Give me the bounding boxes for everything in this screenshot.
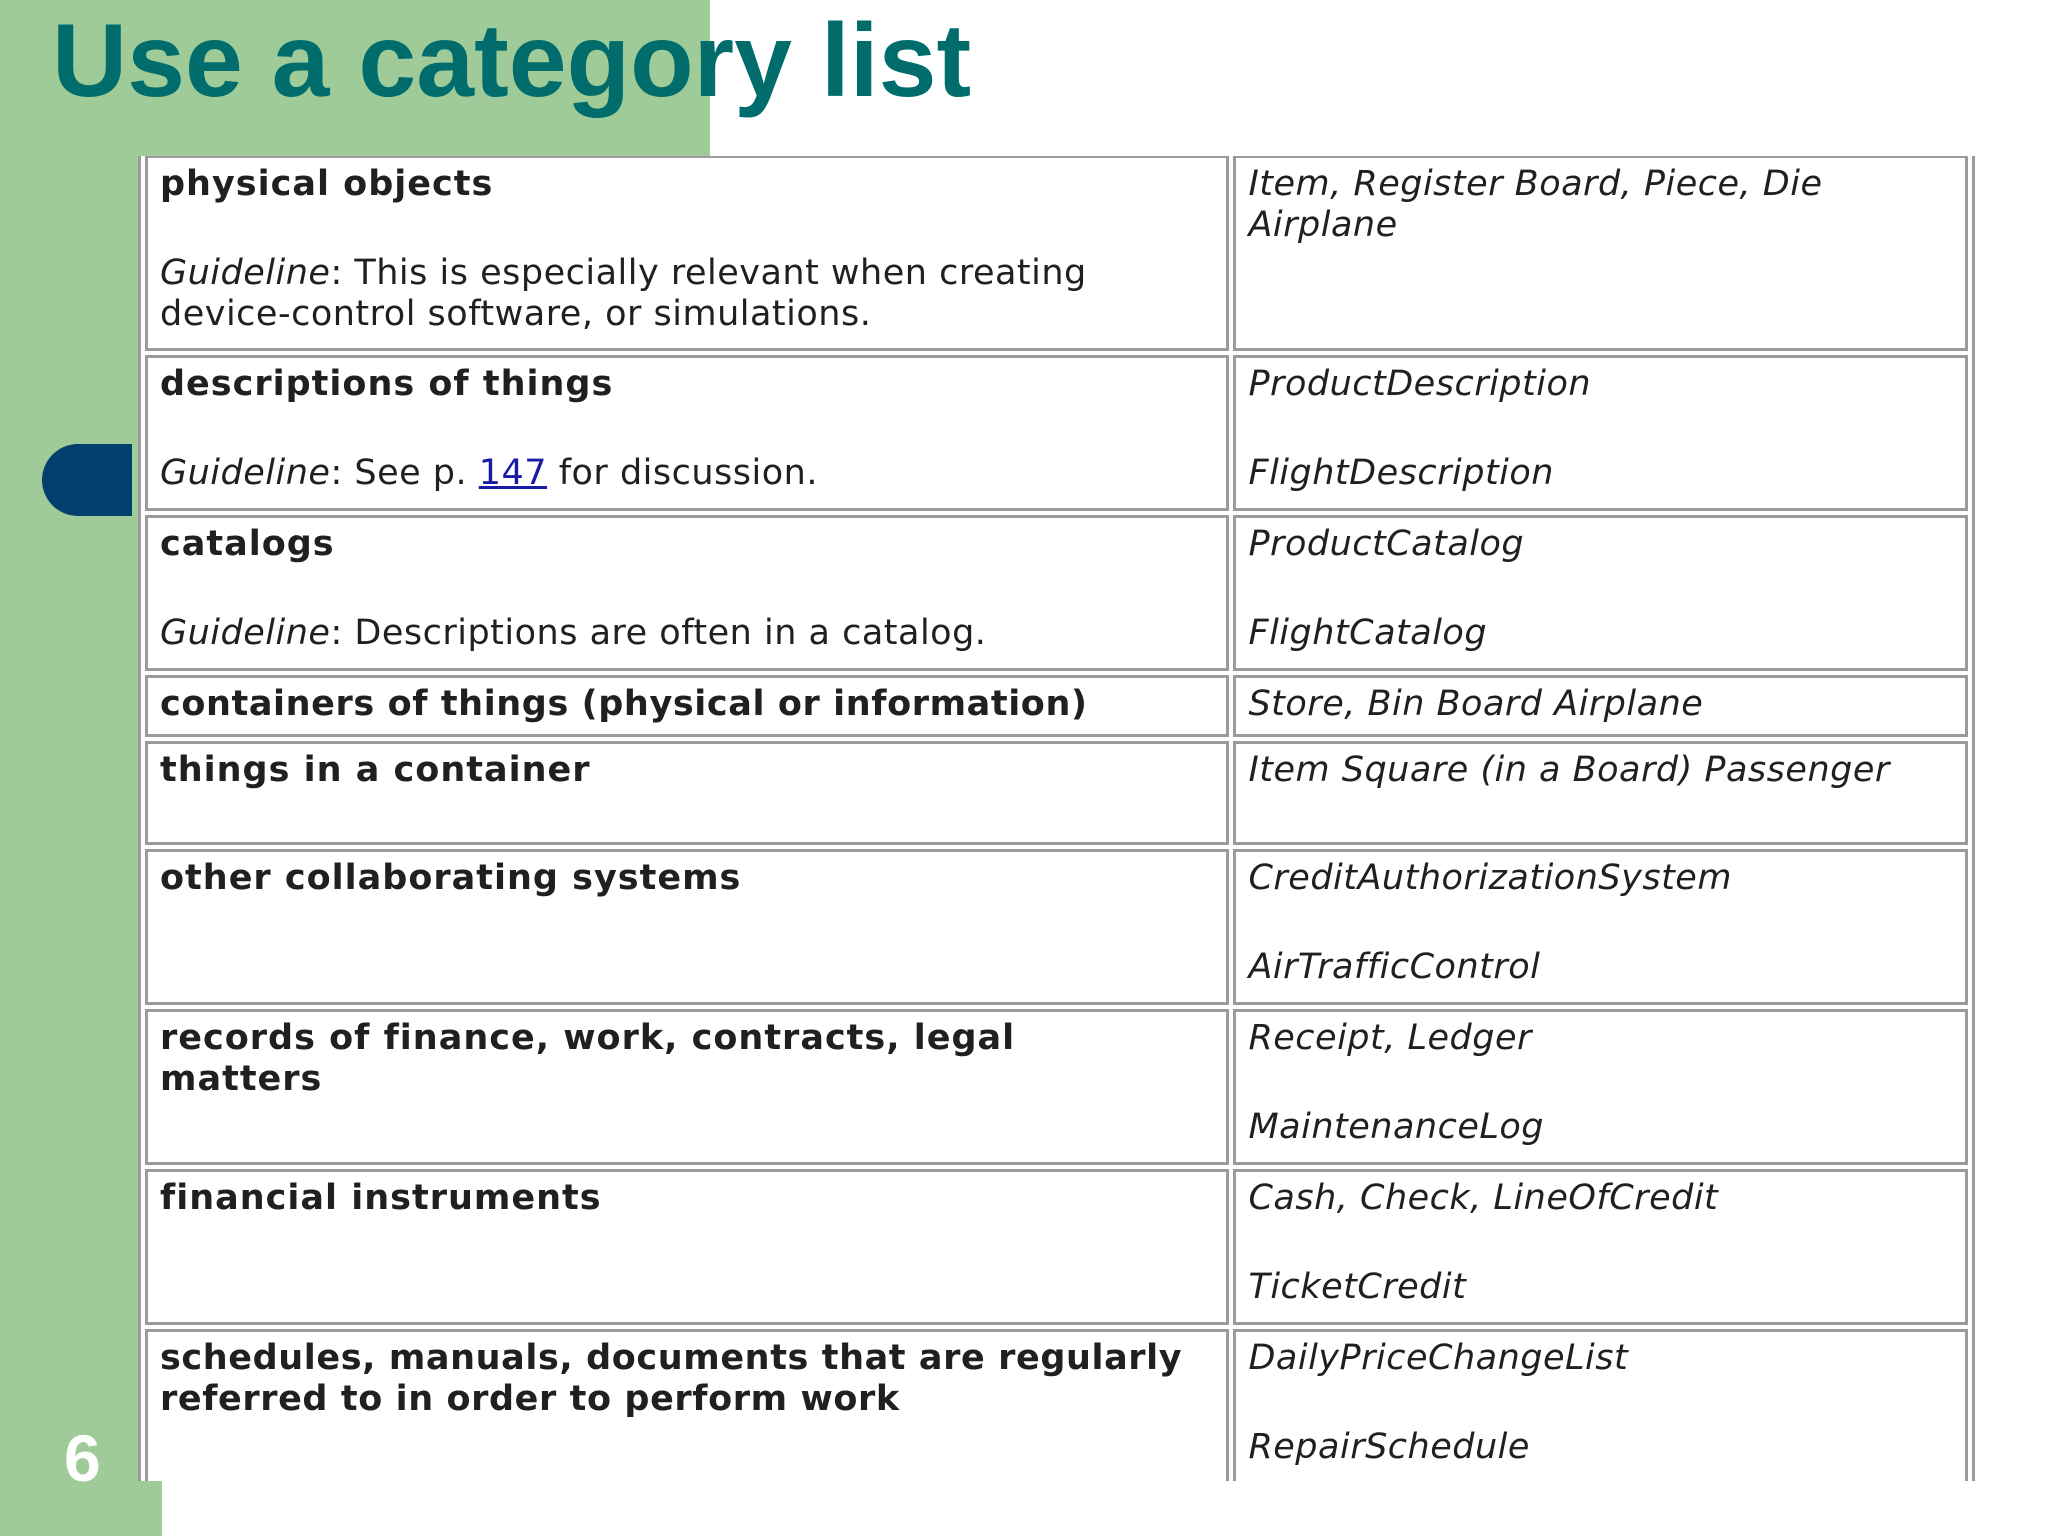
table-row <box>145 849 1968 1005</box>
example-text: DailyPriceChangeList <box>1248 1338 1629 1378</box>
category-name: schedules, manuals, documents that are regularly referred to in order to perform work <box>160 1338 1183 1419</box>
table-row <box>145 741 1968 845</box>
category-cell <box>145 741 1229 845</box>
example-text: CreditAuthorizationSystem <box>1248 858 1732 898</box>
category-name: financial instruments <box>160 1178 602 1218</box>
example-text: AirTrafficControl <box>1248 947 1541 987</box>
table-row <box>145 1169 1968 1325</box>
example-text: Store, Bin Board Airplane <box>1248 684 1704 724</box>
guideline-label: Guideline <box>160 613 331 653</box>
table-row <box>145 515 1968 671</box>
category-cell <box>145 1329 1229 1481</box>
example-cell <box>1233 1169 1968 1325</box>
category-name: descriptions of things <box>160 364 614 404</box>
category-name: other collaborating systems <box>160 858 742 898</box>
example-text: Cash, Check, LineOfCredit <box>1248 1178 1719 1218</box>
example-cell <box>1233 675 1968 737</box>
example-text: ProductCatalog <box>1248 524 1525 564</box>
example-text: Item, Register Board, Piece, Die Airplane <box>1248 164 1823 245</box>
slide-title: Use a category list <box>52 3 972 119</box>
example-text: RepairSchedule <box>1248 1427 1530 1467</box>
guideline-text <box>160 613 1214 654</box>
category-cell <box>145 675 1229 737</box>
category-cell <box>145 849 1229 1005</box>
example-cell <box>1233 515 1968 671</box>
example-text: FlightCatalog <box>1248 613 1488 653</box>
guideline-body: : Descriptions are often in a catalog. <box>330 613 987 653</box>
category-cell <box>145 1169 1229 1325</box>
table-row <box>145 1009 1968 1165</box>
example-cell <box>1233 741 1968 845</box>
example-cell <box>1233 849 1968 1005</box>
accent-tab <box>42 444 132 516</box>
example-text: Item Square (in a Board) Passenger <box>1248 750 1890 790</box>
guideline-text <box>160 253 1214 335</box>
example-text: TicketCredit <box>1248 1267 1467 1307</box>
guideline-label: Guideline <box>160 453 331 493</box>
page-link[interactable]: 147 <box>478 453 548 493</box>
example-text: Receipt, Ledger <box>1248 1018 1532 1058</box>
slide-number: 6 <box>64 1421 101 1495</box>
example-cell <box>1233 156 1968 351</box>
guideline-body-after: for discussion. <box>547 453 818 493</box>
example-text: ProductDescription <box>1248 364 1592 404</box>
category-table-viewport <box>138 156 1975 1481</box>
example-text: MaintenanceLog <box>1248 1107 1544 1147</box>
guideline-body: : See p. <box>330 453 479 493</box>
example-text: FlightDescription <box>1248 453 1554 493</box>
category-cell <box>145 1009 1229 1165</box>
table-row <box>145 675 1968 737</box>
category-name: physical objects <box>160 164 494 204</box>
guideline-label: Guideline <box>160 253 331 293</box>
example-cell <box>1233 355 1968 511</box>
example-cell <box>1233 1329 1968 1481</box>
table-row <box>145 1329 1968 1481</box>
table-row <box>145 355 1968 511</box>
category-cell <box>145 156 1229 351</box>
example-cell <box>1233 1009 1968 1165</box>
guideline-text <box>160 453 1214 494</box>
category-cell <box>145 355 1229 511</box>
category-name: records of finance, work, contracts, legal matters <box>160 1018 1016 1099</box>
category-cell <box>145 515 1229 671</box>
category-name: containers of things (physical or information) <box>160 684 1088 724</box>
category-name: catalogs <box>160 524 335 564</box>
table-row <box>145 156 1968 351</box>
category-name: things in a container <box>160 750 591 790</box>
category-table <box>138 156 1975 1481</box>
guideline-body: : This is especially relevant when creating device-control software, or simulations. <box>160 253 1087 334</box>
